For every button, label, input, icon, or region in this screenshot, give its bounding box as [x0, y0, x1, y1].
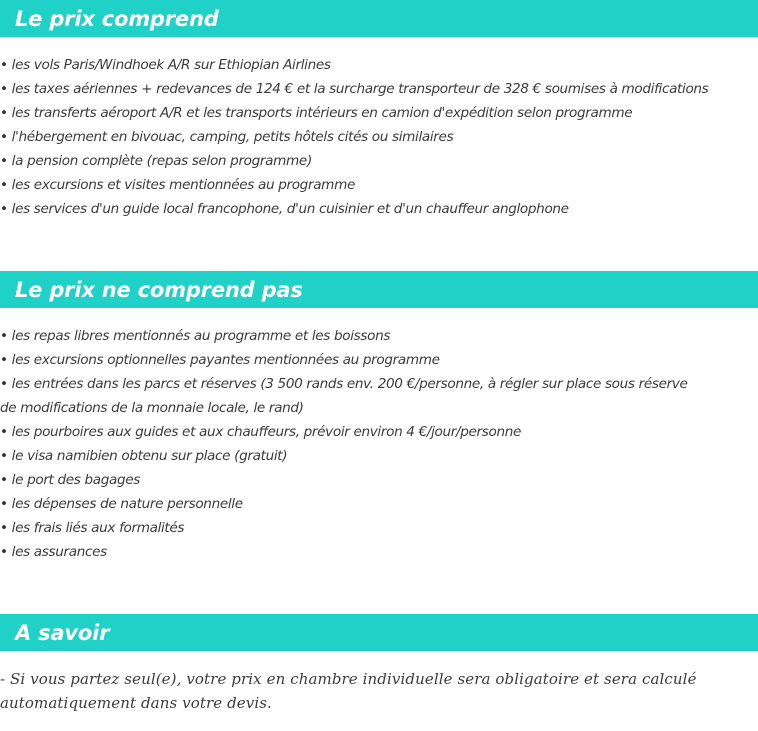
list-item [0, 77, 758, 101]
not-included-list [0, 324, 758, 564]
section-title-not-included: Le prix ne comprend pas [15, 277, 303, 302]
bullet-icon: • [0, 472, 8, 488]
included-list [0, 53, 758, 221]
list-item [0, 125, 758, 149]
list-item-text: les excursions et visites mentionnées au programme [11, 177, 355, 193]
bullet-icon: • [0, 544, 8, 560]
list-item-text: l'hébergement en bivouac, camping, petits hôtels cités ou similaires [11, 129, 454, 145]
bullet-icon: • [0, 448, 8, 464]
list-item [0, 420, 758, 444]
list-item [0, 101, 758, 125]
list-item-text: les repas libres mentionnés au programme et les boissons [11, 328, 391, 344]
list-item-text: les entrées dans les parcs et réserves (3 500 rands env. 200 €/personne, à régler sur place sous réserve de modifications de la monnaie locale, le rand) [0, 376, 688, 416]
list-item-text: les taxes aériennes + redevances de 124 € et la surcharge transporteur de 328 € soumises à modifications [11, 81, 709, 97]
list-item [0, 348, 758, 372]
to-know-note: - Si vous partez seul(e), votre prix en chambre individuelle sera obligatoire et sera calculé automatiquement dans votre devis. [0, 670, 697, 712]
list-item-text: les vols Paris/Windhoek A/R sur Ethiopian Airlines [11, 57, 331, 73]
list-item [0, 324, 758, 348]
list-item-text: les excursions optionnelles payantes mentionnées au programme [11, 352, 440, 368]
section-header-included [0, 0, 758, 37]
list-item-text: les assurances [11, 544, 107, 560]
list-item [0, 173, 758, 197]
list-item [0, 516, 758, 540]
list-item-text: les transferts aéroport A/R et les transports intérieurs en camion d'expédition selon programme [11, 105, 633, 121]
bullet-icon: • [0, 153, 8, 169]
bullet-icon: • [0, 496, 8, 512]
bullet-icon: • [0, 129, 8, 145]
list-item-text: les dépenses de nature personnelle [11, 496, 243, 512]
list-item [0, 492, 758, 516]
list-item-text: le visa namibien obtenu sur place (gratuit) [11, 448, 288, 464]
list-item [0, 53, 758, 77]
section-title-to-know: A savoir [15, 620, 110, 645]
bullet-icon: • [0, 520, 8, 536]
bullet-icon: • [0, 328, 8, 344]
bullet-icon: • [0, 424, 8, 440]
list-item [0, 444, 758, 468]
list-item [0, 197, 758, 221]
bullet-icon: • [0, 57, 8, 73]
list-item-text: les frais liés aux formalités [11, 520, 185, 536]
bullet-icon: • [0, 376, 8, 392]
list-item-text: le port des bagages [11, 472, 141, 488]
list-item [0, 372, 700, 420]
list-item [0, 468, 758, 492]
section-header-not-included [0, 271, 758, 308]
list-item [0, 540, 758, 564]
list-item [0, 149, 758, 173]
list-item-text: les services d'un guide local francophone, d'un cuisinier et d'un chauffeur anglophone [11, 201, 569, 217]
bullet-icon: • [0, 105, 8, 121]
section-title-included: Le prix comprend [15, 6, 219, 31]
list-item-text: les pourboires aux guides et aux chauffeurs, prévoir environ 4 €/jour/personne [11, 424, 522, 440]
bullet-icon: • [0, 177, 8, 193]
list-item-text: la pension complète (repas selon programme) [11, 153, 312, 169]
bullet-icon: • [0, 201, 8, 217]
section-header-to-know [0, 614, 758, 651]
bullet-icon: • [0, 81, 8, 97]
bullet-icon: • [0, 352, 8, 368]
